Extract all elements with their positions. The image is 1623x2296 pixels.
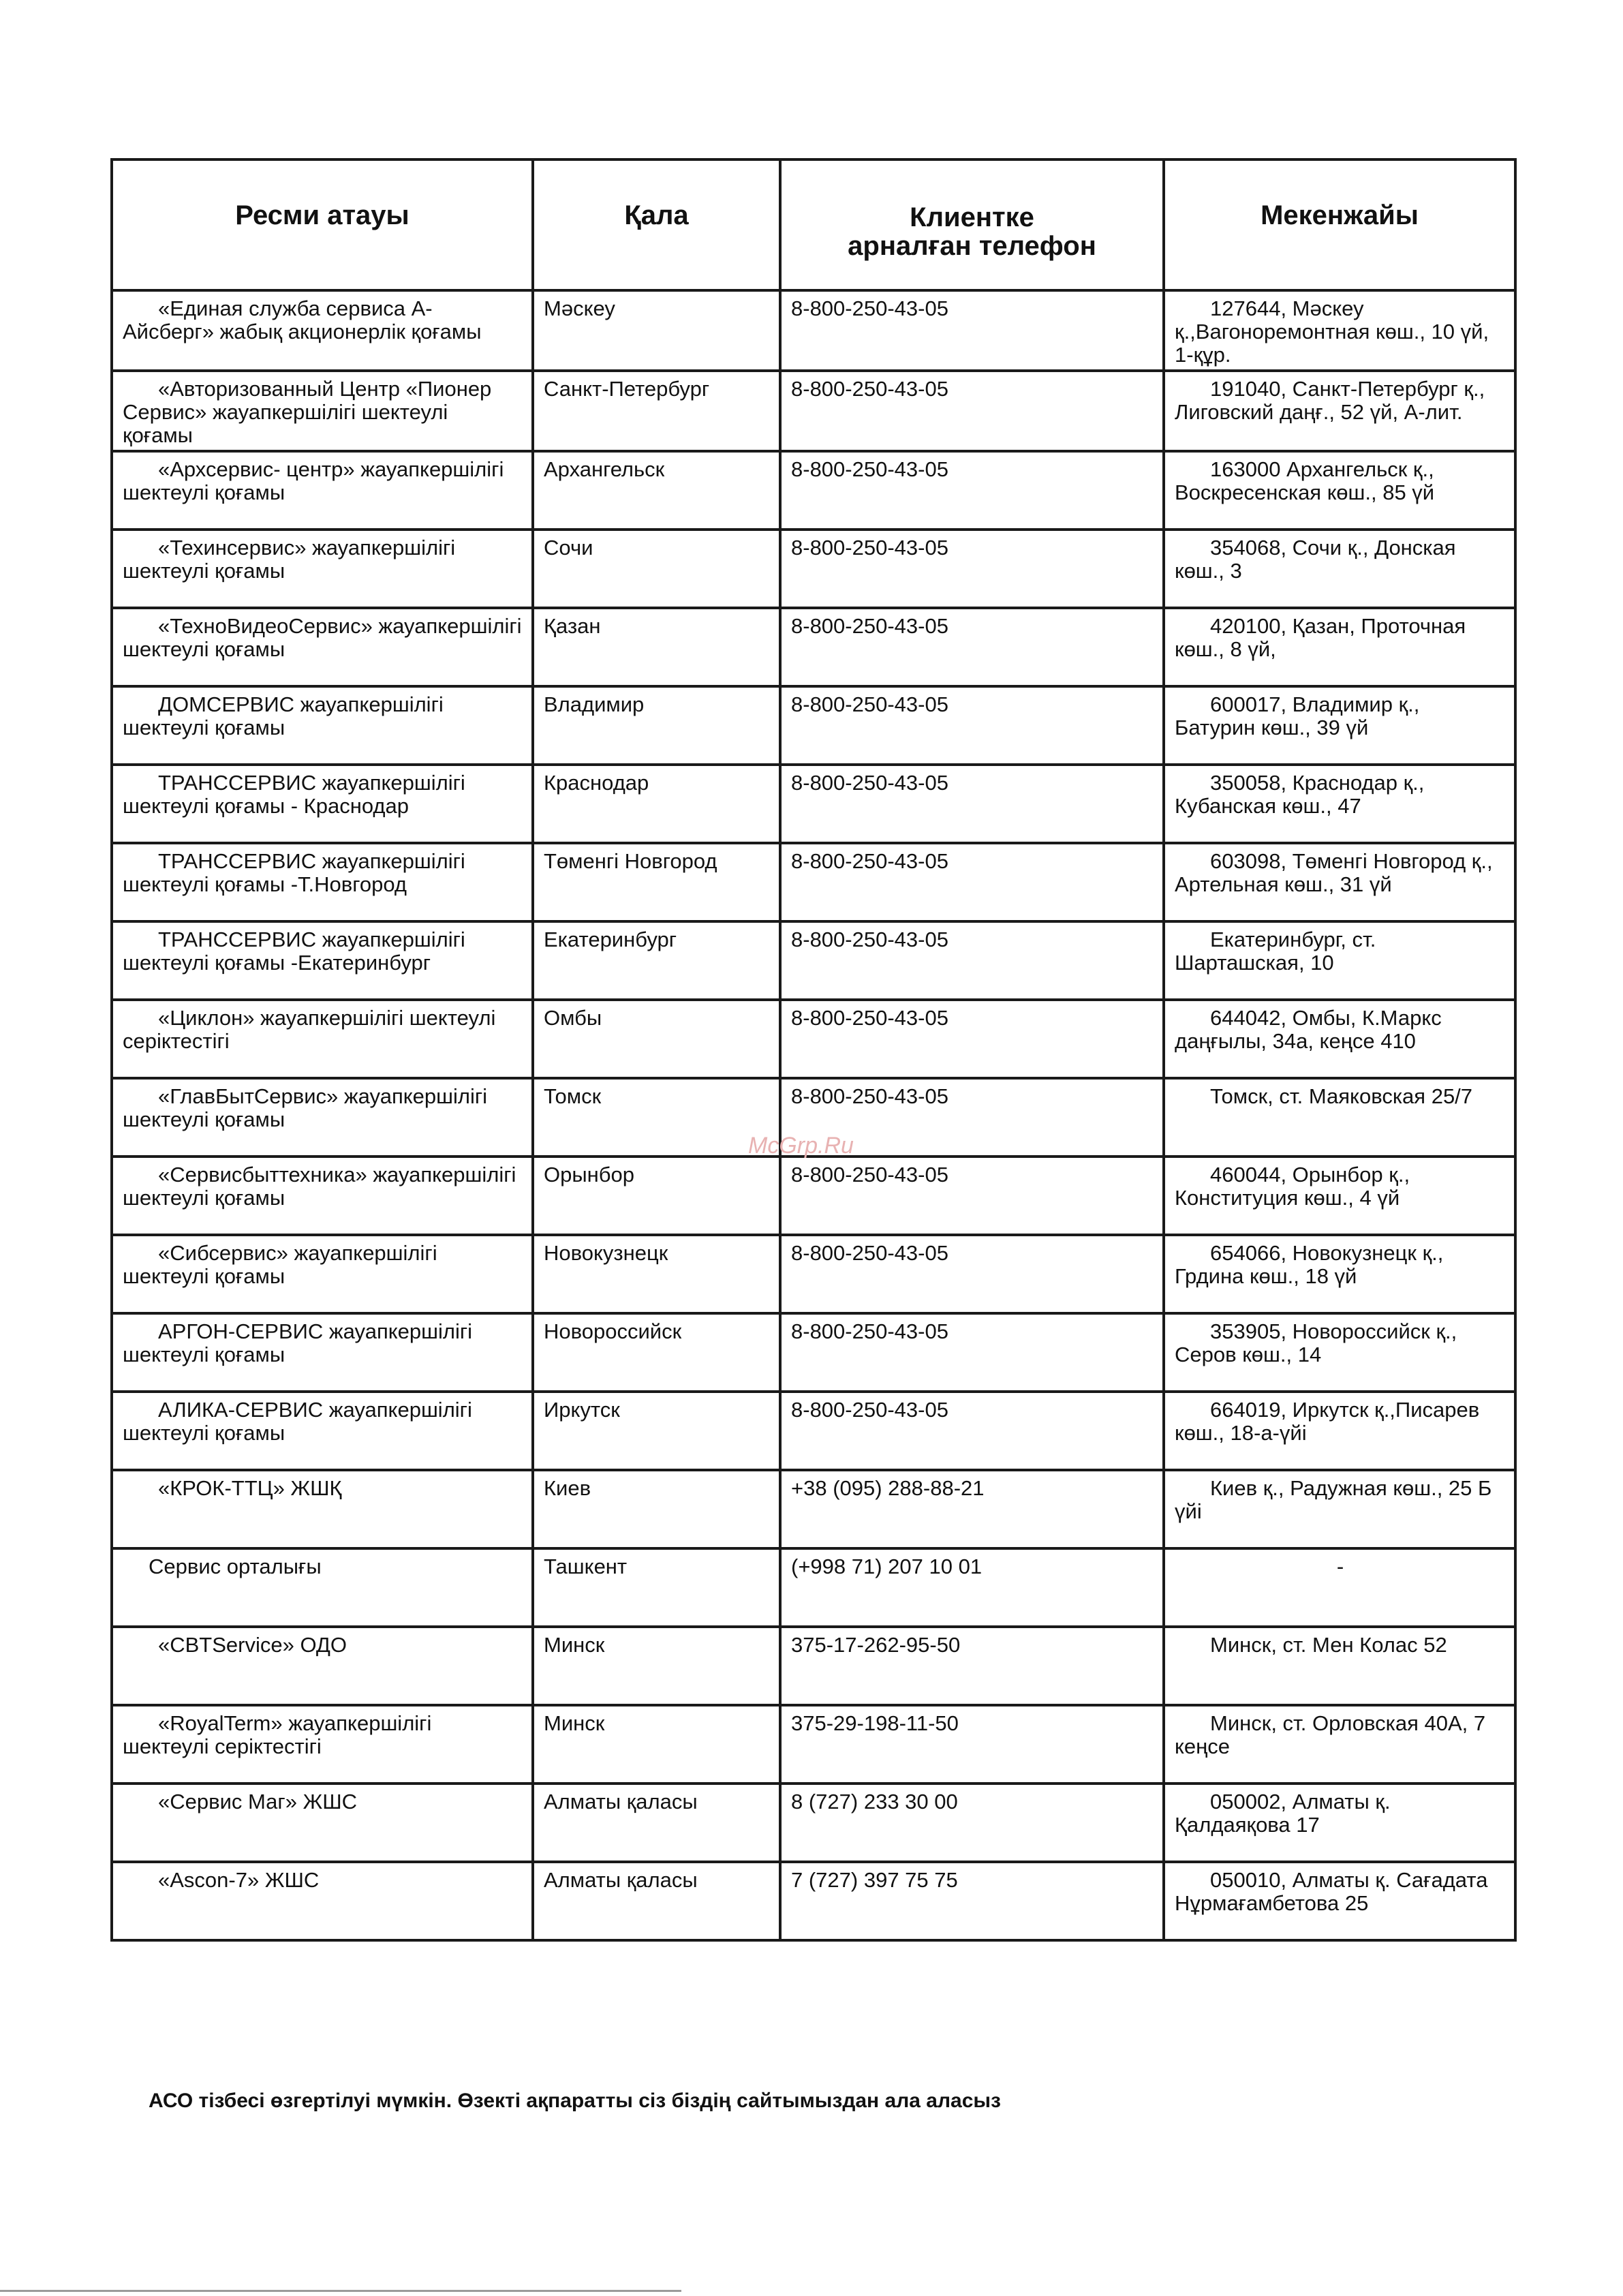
header-address: Мекенжайы	[1164, 159, 1515, 290]
table-row	[112, 1313, 1515, 1392]
row-address: -	[1164, 1548, 1515, 1627]
row-phone: (+998 71) 207 10 01	[780, 1548, 1164, 1627]
row-address: 050010, Алматы қ. Сағадата Нұрмағамбетова 25	[1164, 1862, 1515, 1940]
row-phone: 8-800-250-43-05	[780, 1000, 1164, 1078]
header-phone	[780, 159, 1164, 290]
row-address: 191040, Санкт-Петербург қ., Лиговский даңғ., 52 үй, А-лит.	[1164, 371, 1515, 451]
row-name: АЛИКА-СЕРВИС жауапкершілігі шектеулі қоғамы	[112, 1392, 533, 1470]
row-name: «Сибсервис» жауапкершілігі шектеулі қоғамы	[112, 1235, 533, 1313]
row-city: Томск	[533, 1078, 780, 1157]
row-name: «Сервисбыттехника» жауапкершілігі шектеулі қоғамы	[112, 1157, 533, 1235]
row-name: «RoyalTerm» жауапкершілігі шектеулі серіктестігі	[112, 1705, 533, 1784]
row-address: 603098, Төменгі Новгород қ., Артельная көш., 31 үй	[1164, 843, 1515, 921]
table-row	[112, 921, 1515, 1000]
row-address: 460044, Орынбор қ., Конституция көш., 4 үй	[1164, 1157, 1515, 1235]
row-city: Ташкент	[533, 1548, 780, 1627]
table-row	[112, 765, 1515, 843]
row-city: Минск	[533, 1705, 780, 1784]
row-phone: 8-800-250-43-05	[780, 686, 1164, 765]
row-name: АРГОН-СЕРВИС жауапкершілігі шектеулі қоғамы	[112, 1313, 533, 1392]
table-row	[112, 1157, 1515, 1235]
row-address: 127644, Мәскеу қ.,Вагоноремонтная көш., 10 үй, 1-құр.	[1164, 290, 1515, 371]
row-address: 350058, Краснодар қ., Кубанская көш., 47	[1164, 765, 1515, 843]
row-city: Новокузнецк	[533, 1235, 780, 1313]
row-address: 420100, Қазан, Проточная көш., 8 үй,	[1164, 608, 1515, 686]
row-phone: 8-800-250-43-05	[780, 1157, 1164, 1235]
row-phone: 8-800-250-43-05	[780, 1078, 1164, 1157]
row-phone: 8-800-250-43-05	[780, 530, 1164, 608]
row-phone: 8-800-250-43-05	[780, 843, 1164, 921]
row-city: Сочи	[533, 530, 780, 608]
row-city: Архангельск	[533, 451, 780, 530]
row-city: Киев	[533, 1470, 780, 1548]
watermark: McGrp.Ru	[748, 1133, 854, 1159]
row-address: 050002, Алматы қ. Қалдаяқова 17	[1164, 1784, 1515, 1862]
row-city: Алматы қаласы	[533, 1862, 780, 1940]
row-address: 163000 Архангельск қ., Воскресенская көш., 85 үй	[1164, 451, 1515, 530]
table-row	[112, 608, 1515, 686]
row-name: «Архсервис- центр» жауапкершілігі шектеулі қоғамы	[112, 451, 533, 530]
row-phone: 8-800-250-43-05	[780, 290, 1164, 371]
row-phone: 7 (727) 397 75 75	[780, 1862, 1164, 1940]
row-phone: 8 (727) 233 30 00	[780, 1784, 1164, 1862]
row-city: Омбы	[533, 1000, 780, 1078]
table-row	[112, 451, 1515, 530]
row-address: Екатеринбург, ст. Шарташская, 10	[1164, 921, 1515, 1000]
row-name: ТРАНССЕРВИС жауапкершілігі шектеулі қоғамы -Т.Новгород	[112, 843, 533, 921]
row-phone: 8-800-250-43-05	[780, 371, 1164, 451]
row-name: ТРАНССЕРВИС жауапкершілігі шектеулі қоғамы -Екатеринбург	[112, 921, 533, 1000]
table-row	[112, 1627, 1515, 1705]
footnote: АСО тізбесі өзгертілуі мүмкін. Өзекті ақпаратты сіз біздің сайтымыздан ала аласыз	[149, 2090, 1001, 2112]
header-phone-line1: Клиентке	[910, 202, 1034, 232]
table-row	[112, 1470, 1515, 1548]
table-row	[112, 290, 1515, 371]
row-city: Новороссийск	[533, 1313, 780, 1392]
table-row	[112, 371, 1515, 451]
table-row	[112, 843, 1515, 921]
row-address: Минск, ст. Орловская 40А, 7 кеңсе	[1164, 1705, 1515, 1784]
row-address: 644042, Омбы, К.Маркс даңғылы, 34а, кеңсе 410	[1164, 1000, 1515, 1078]
row-city: Краснодар	[533, 765, 780, 843]
row-address: Киев қ., Радужная көш., 25 Б үйі	[1164, 1470, 1515, 1548]
row-name: «CBTService» ОДО	[112, 1627, 533, 1705]
row-phone: 8-800-250-43-05	[780, 1313, 1164, 1392]
table-row	[112, 1862, 1515, 1940]
row-name: ДОМСЕРВИС жауапкершілігі шектеулі қоғамы	[112, 686, 533, 765]
header-city: Қала	[533, 159, 780, 290]
table-row	[112, 1705, 1515, 1784]
table-row	[112, 1548, 1515, 1627]
row-name: Сервис орталығы	[112, 1548, 533, 1627]
table-row	[112, 1392, 1515, 1470]
row-name: «Техинсервис» жауапкершілігі шектеулі қоғамы	[112, 530, 533, 608]
table-row	[112, 530, 1515, 608]
table-header-row	[112, 159, 1515, 290]
row-phone: 375-17-262-95-50	[780, 1627, 1164, 1705]
bottom-rule	[0, 2290, 681, 2292]
row-city: Иркутск	[533, 1392, 780, 1470]
table-row	[112, 1000, 1515, 1078]
row-phone: 8-800-250-43-05	[780, 1235, 1164, 1313]
row-name: ТРАНССЕРВИС жауапкершілігі шектеулі қоғамы - Краснодар	[112, 765, 533, 843]
row-name: «Авторизованный Центр «Пионер Сервис» жауапкершілігі шектеулі қоғамы	[112, 371, 533, 451]
row-name: «Циклон» жауапкершілігі шектеулі серіктестігі	[112, 1000, 533, 1078]
row-city: Орынбор	[533, 1157, 780, 1235]
row-address: 654066, Новокузнецк қ., Грдина көш., 18 үй	[1164, 1235, 1515, 1313]
table-row	[112, 1784, 1515, 1862]
service-centers-table	[110, 158, 1517, 1942]
row-phone: +38 (095) 288-88-21	[780, 1470, 1164, 1548]
row-address: 354068, Сочи қ., Донская көш., 3	[1164, 530, 1515, 608]
table-row	[112, 686, 1515, 765]
row-phone: 8-800-250-43-05	[780, 765, 1164, 843]
table-body	[112, 290, 1515, 1940]
header-name: Ресми атауы	[112, 159, 533, 290]
row-city: Екатеринбург	[533, 921, 780, 1000]
row-name: «Ascon-7» ЖШС	[112, 1862, 533, 1940]
row-city: Төменгі Новгород	[533, 843, 780, 921]
header-phone-line2: арналған телефон	[848, 231, 1096, 261]
row-address: 353905, Новороссийск қ., Серов көш., 14	[1164, 1313, 1515, 1392]
row-address: 664019, Иркутск қ.,Писарев көш., 18-а-үйі	[1164, 1392, 1515, 1470]
row-address: 600017, Владимир қ., Батурин көш., 39 үй	[1164, 686, 1515, 765]
row-phone: 8-800-250-43-05	[780, 451, 1164, 530]
row-name: «Сервис Маг» ЖШС	[112, 1784, 533, 1862]
row-city: Санкт-Петербург	[533, 371, 780, 451]
row-phone: 8-800-250-43-05	[780, 921, 1164, 1000]
row-city: Алматы қаласы	[533, 1784, 780, 1862]
row-name: «КРОК-ТТЦ» ЖШҚ	[112, 1470, 533, 1548]
row-name: «ГлавБытСервис» жауапкершілігі шектеулі қоғамы	[112, 1078, 533, 1157]
row-address: Томск, ст. Маяковская 25/7	[1164, 1078, 1515, 1157]
row-city: Қазан	[533, 608, 780, 686]
row-name: «ТехноВидеоСервис» жауапкершілігі шектеулі қоғамы	[112, 608, 533, 686]
row-address: Минск, ст. Мен Колас 52	[1164, 1627, 1515, 1705]
row-city: Мәскеу	[533, 290, 780, 371]
table-row	[112, 1235, 1515, 1313]
row-phone: 375-29-198-11-50	[780, 1705, 1164, 1784]
row-phone: 8-800-250-43-05	[780, 1392, 1164, 1470]
row-city: Минск	[533, 1627, 780, 1705]
row-city: Владимир	[533, 686, 780, 765]
row-name: «Единая служба сервиса А-Айсберг» жабық акционерлік қоғамы	[112, 290, 533, 371]
row-phone: 8-800-250-43-05	[780, 608, 1164, 686]
